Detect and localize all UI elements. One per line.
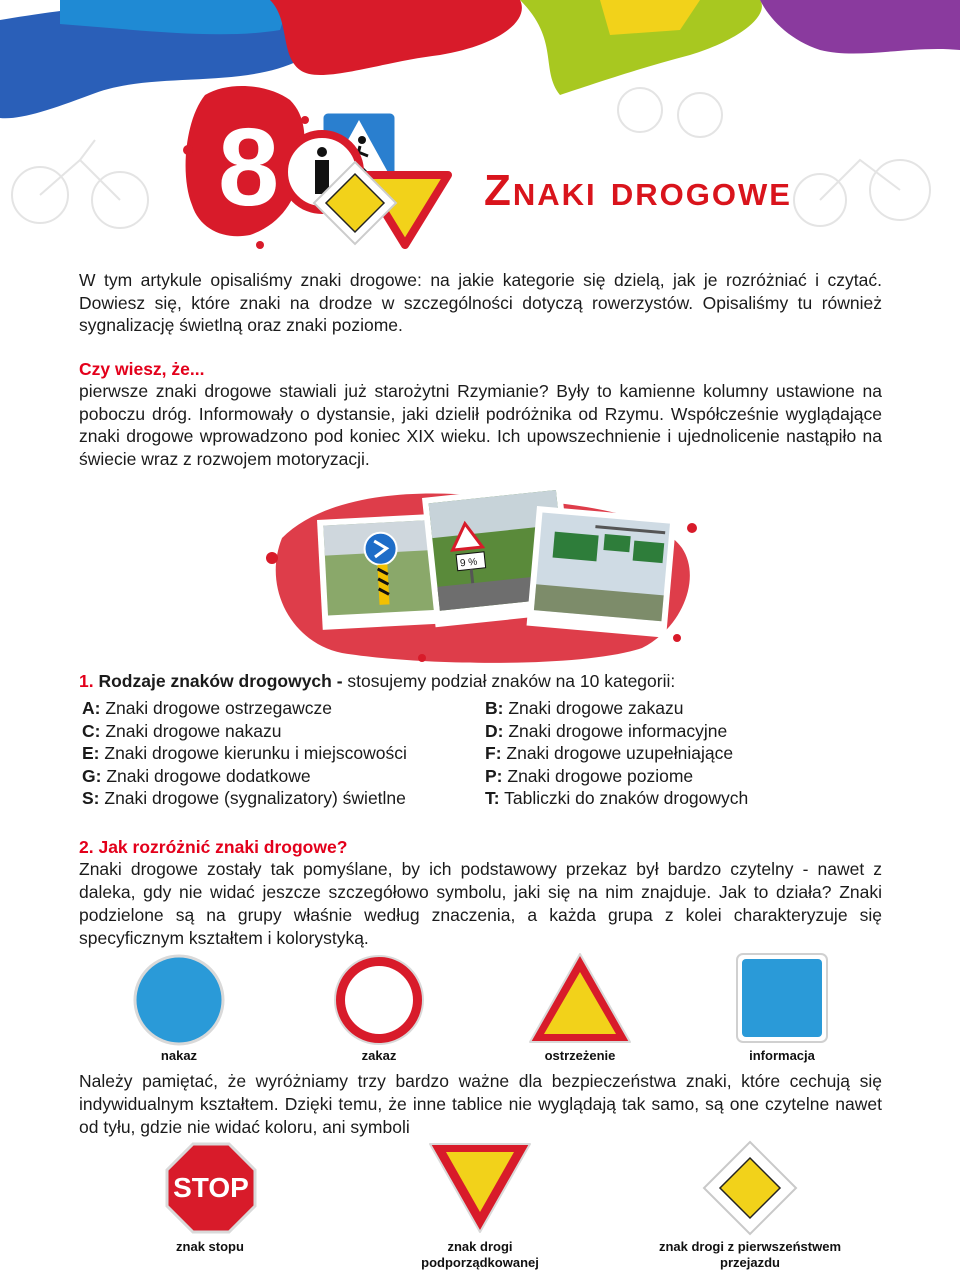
caption-prohibition: zakaz <box>361 1048 397 1063</box>
caption-stop: znak stopu <box>176 1239 244 1254</box>
caption-warning: ostrzeżenie <box>544 1048 616 1063</box>
category-item: F: Znaki drogowe uzupełniające <box>485 743 734 764</box>
road-sign-photos <box>262 478 702 668</box>
category-item: D: Znaki drogowe informacyjne <box>485 720 728 741</box>
page-header <box>0 0 960 260</box>
category-item: S: Znaki drogowe (sygnalizatory) świetlne <box>82 788 406 809</box>
svg-text:STOP: STOP <box>173 1172 249 1203</box>
section-1-heading: 1. Rodzaje znaków drogowych - stosujemy podział znaków na 10 kategorii: <box>79 671 676 691</box>
category-item: T: Tabliczki do znaków drogowych <box>485 788 749 809</box>
section-2-heading: 2. Jak rozróżnić znaki drogowe? <box>79 837 348 857</box>
section-2-paragraph: Znaki drogowe zostały tak pomyślane, by ich podstawowy przekaz był bardzo czytelny - nawet z daleka, gdy nie widać jeszcze szczegółowo symbolu, jaki się na nim znajduje. Jak to działa? Znaki podzielone są na grupy właśnie według znaczenia, a każda grupa z kolei charakteryzuje się specyficznym kształtem i kolorystyką. <box>79 859 882 948</box>
sign-shapes-row <box>0 948 960 1068</box>
fact-heading: Czy wiesz, że... <box>79 359 205 379</box>
photo-motorway-signs <box>527 506 677 638</box>
red-ring-sign-icon <box>335 956 423 1044</box>
category-item: P: Znaki drogowe poziome <box>485 765 694 786</box>
category-item: B: Znaki drogowe zakazu <box>485 698 684 718</box>
section-number-badge: 8 <box>218 106 280 229</box>
fact-paragraph: pierwsze znaki drogowe stawiali już starożytni Rzymianie? Były to kamienne kolumny ustawione na poboczu dróg. Informowały o dystansie, jaki dzielił podróżnika od Rzymu. Współcześnie wyglądające znaki drogowe wprowadzono pod koniec XIX wieku. Ich upowszechnienie i ujednolicenie nastąpiło na świecie wraz z rozwojem motoryzacji. <box>79 381 882 469</box>
special-signs-paragraph: Należy pamiętać, że wyróżniamy trzy bardzo ważne dla bezpieczeństwa znaki, które cechują się indywidualnym kształtem. Dzięki temu, że inne tablice nie wyglądają tak samo, są one czytelne nawet od tyłu, gdzie nie widać koloru, ani symboli <box>79 1071 882 1137</box>
stop-sign-icon <box>167 1144 255 1232</box>
special-signs-row <box>0 1138 960 1273</box>
category-item: G: Znaki drogowe dodatkowe <box>82 765 311 786</box>
caption-yield: znak drogi podporządkowanej <box>421 1239 539 1270</box>
blue-square-sign-icon <box>737 954 827 1042</box>
category-item: C: Znaki drogowe nakazu <box>82 720 282 741</box>
intro-paragraph: W tym artykule opisaliśmy znaki drogowe: na jakie kategorie się dzielą, jak je rozróżniać i czytać. Dowiesz się, które znaki na drodze w szczególności dotyczą rowerzystów. Opisaliśmy tu również sygnalizację świetlną oraz znaki poziome. <box>79 270 882 335</box>
caption-information: informacja <box>749 1048 815 1063</box>
category-item: A: Znaki drogowe ostrzegawcze <box>82 698 332 718</box>
blue-circle-sign-icon <box>135 956 223 1044</box>
page-title: Znaki drogowe <box>484 166 792 215</box>
priority-road-sign-icon <box>704 1142 796 1234</box>
yield-sign-icon <box>430 1144 530 1232</box>
caption-order: nakaz <box>160 1048 198 1063</box>
paint-strokes-banner <box>0 0 960 260</box>
category-list <box>82 697 802 810</box>
category-item: E: Znaki drogowe kierunku i miejscowości <box>82 743 407 764</box>
svg-text:9 %: 9 % <box>459 556 478 570</box>
caption-priority-road: znak drogi z pierwszeństwem przejazdu <box>658 1239 842 1270</box>
warning-triangle-sign-icon <box>530 954 630 1042</box>
